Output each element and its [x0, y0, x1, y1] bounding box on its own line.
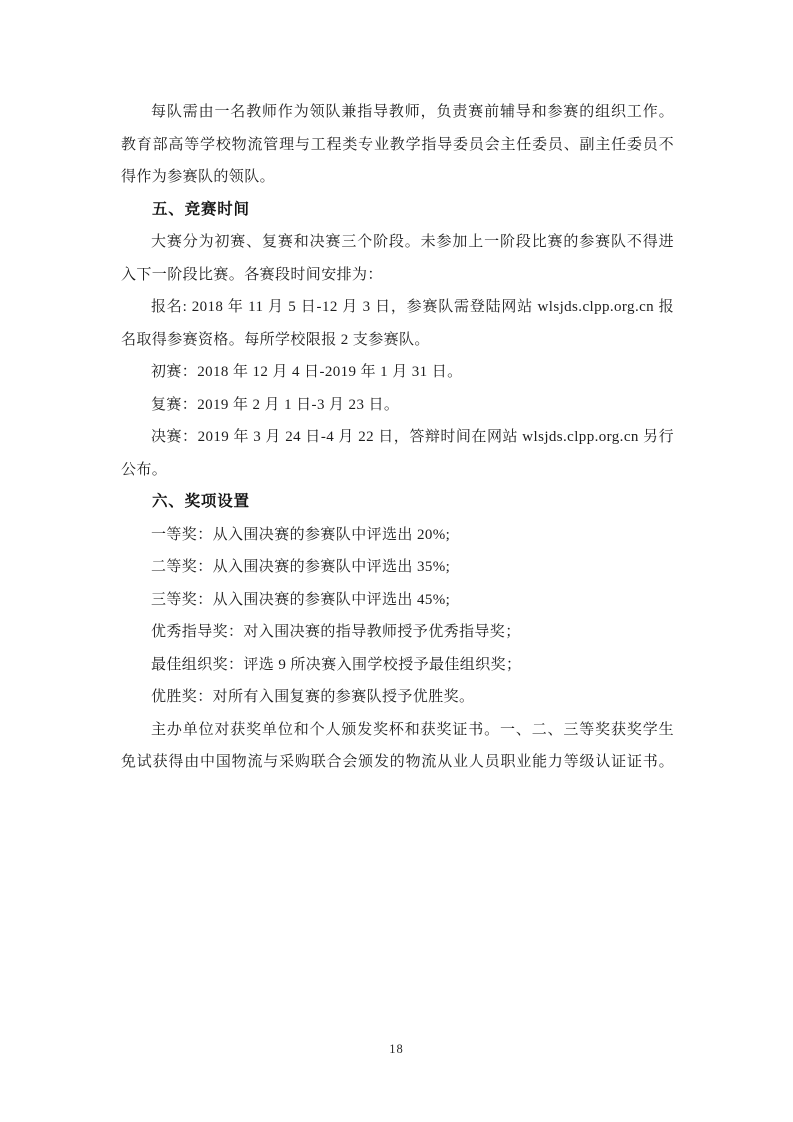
para-second-prize: 二等奖：从入围决赛的参赛队中评选出 35%;: [151, 559, 451, 575]
page-footer: [0, 1040, 793, 1058]
para-preliminary-round-dates: 初赛：2018 年 12 月 4 日-2019 年 1 月 31 日。: [151, 364, 463, 380]
page-number: 18: [389, 1042, 404, 1056]
para-winning-award: 优胜奖：对所有入围复赛的参赛队授予优胜奖。: [151, 689, 475, 705]
heading-section-6-awards: 六、奖项设置: [152, 493, 250, 510]
para-team-leader-rule: 每队需由一名教师作为领队兼指导教师，负责赛前辅导和参赛的组织工作。教育部高等学校物流管理与工程类专业教学指导委员会主任委员、副主任委员不得作为参赛队的领队。: [121, 104, 674, 185]
para-final-round-dates: 决赛：2019 年 3 月 24 日-4 月 22 日，答辩时间在网站 wlsjds.clpp.org.cn 另行公布。: [121, 429, 674, 478]
para-trophies-and-certificates: 主办单位对获奖单位和个人颁发奖杯和获奖证书。一、二、三等奖获奖学生免试获得由中国物流与采购联合会颁发的物流从业人员职业能力等级认证证书。: [121, 721, 674, 770]
para-excellent-instructor-award: 优秀指导奖：对入围决赛的指导教师授予优秀指导奖；: [151, 624, 521, 640]
document-body: [121, 96, 674, 779]
para-third-prize: 三等奖：从入围决赛的参赛队中评选出 45%;: [151, 591, 451, 608]
para-first-prize: 一等奖：从入围决赛的参赛队中评选出 20%;: [151, 526, 451, 543]
para-best-organization-award: 最佳组织奖：评选 9 所决赛入围学校授予最佳组织奖；: [151, 656, 522, 673]
heading-section-5-competition-time: 五、竞赛时间: [152, 200, 250, 218]
para-registration-period: 报名: 2018 年 11 月 5 日-12 月 3 日，参赛队需登陆网站 wlsjds.clpp.org.cn 报名取得参赛资格。每所学校限报 2 支参赛队。: [121, 299, 674, 348]
para-semifinal-round-dates: 复赛：2019 年 2 月 1 日-3 月 23 日。: [151, 396, 400, 413]
para-competition-stages: 大赛分为初赛、复赛和决赛三个阶段。未参加上一阶段比赛的参赛队不得进入下一阶段比赛。各赛段时间安排为：: [121, 234, 674, 283]
